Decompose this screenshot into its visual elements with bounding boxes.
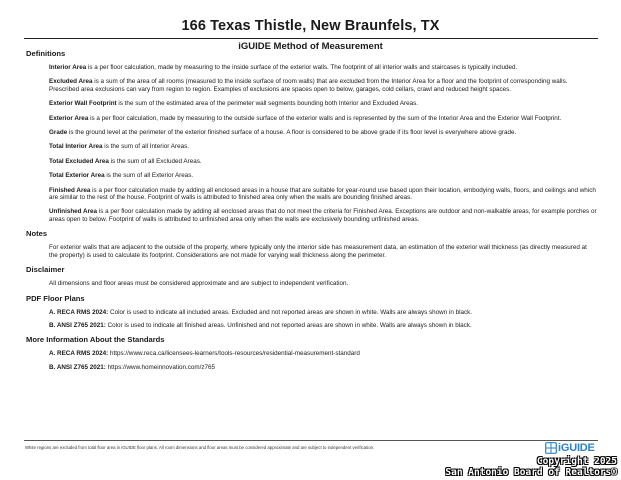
definition-exterior-area: Exterior Area is a per floor calculation, made by measuring to the outside surface of the exterior walls and is represented by the sum of the Interior Area and the Exterior Wall Footprint. [49, 114, 562, 122]
document-subtitle: iGUIDE Method of Measurement [238, 41, 383, 52]
footer-note: White regions are excluded from total floor area in iGUIDE floor plans. All room dimensions and floor areas must be considered approximate and are subject to independent verification. [25, 445, 375, 450]
document-body [26, 49, 596, 371]
definition-finished-area: Finished Area is a per floor calculation made by adding all enclosed areas in a house that are suitable for year-round use based upon their location, embodying walls, floors, and ceilings and which are similar to the rest of the house. Footprint of walls is attributed to finished area only when the walls are bounding finished areas. [49, 186, 596, 202]
copyright-watermark [445, 457, 617, 478]
definition-unfinished-area: Unfinished Area is a per floor calculation made by adding all enclosed areas that do not meet the criteria for Finished Area. Exceptions are outdoor and non-walkable areas, for example porches or areas open to below. Footprint of walls is attributed to unfinished area only when the walls are exclusively bounding unfinished areas. [49, 208, 597, 223]
iguide-logo [545, 441, 595, 455]
definition-total-interior-area: Total Interior Area is the sum of all Interior Areas. [49, 143, 189, 151]
page-title: 166 Texas Thistle, New Braunfels, TX [181, 18, 440, 34]
definitions-heading: Definitions [26, 49, 66, 58]
iguide-logo-text: iGUIDE [558, 442, 595, 454]
more-info-heading: More Information About the Standards [26, 335, 165, 345]
notes-text: For exterior walls that are adjacent to the outside of the property, where typically only the interior side has measurement data, an estimation of the exterior wall thickness (as directly measured at the property) is used to calculate its footprint. Considerations are not made for varying wall thickness along the perimeter. [49, 244, 587, 259]
iguide-logo-icon [545, 442, 557, 454]
definition-total-exterior-area: Total Exterior Area is the sum of all Exterior Areas. [49, 172, 194, 180]
disclaimer-text: All dimensions and floor areas must be considered approximate and are subject to independent verification. [49, 280, 349, 288]
definition-grade: Grade is the ground level at the perimeter of the exterior finished surface of a house. A floor is considered to be above grade if its floor level is everywhere above grade. [49, 129, 517, 137]
pdf-plan-reca: A. RECA RMS 2024: Color is used to indicate all included areas. Excluded and not reported areas are shown in white. Walls are always shown in black. [49, 308, 473, 316]
watermark-line-1: Copyright 2025 [536, 456, 617, 467]
disclaimer-heading: Disclaimer [26, 265, 65, 275]
more-info-ansi-link[interactable]: B. ANSI Z765 2021: https://www.homeinnovation.com/z765 [49, 363, 216, 371]
watermark-line-2: San Antonio Board of Realtors® [445, 466, 617, 478]
more-info-reca-link[interactable]: A. RECA RMS 2024: https://www.reca.ca/licensees-learners/tools-resources/residential-measurement-standard [49, 350, 360, 358]
header-rule [24, 38, 598, 39]
definition-interior-area: Interior Area is a per floor calculation, made by measuring to the inside surface of the exterior walls. The footprint of all interior walls and staircases is typically included. [49, 64, 518, 71]
definition-exterior-wall-footprint: Exterior Wall Footprint is the sum of the estimated area of the perimeter wall segments bounding both Interior and Excluded Areas. [49, 100, 419, 108]
footer-rule [24, 440, 598, 441]
definition-excluded-area: Excluded Area is a sum of the area of all rooms (measured to the inside surface of room walls) that are excluded from the Interior Area for a floor and the footprint of corresponding walls. Prescribed area exclusions can vary from region to region. Examples of exclusions are spaces open to below, garages, cold cellars, crawl and reduced height spaces. [49, 78, 568, 93]
definition-total-excluded-area: Total Excluded Area is the sum of all Excluded Areas. [49, 157, 202, 165]
notes-heading: Notes [26, 229, 48, 239]
pdf-plan-ansi: B. ANSI Z765 2021: Color is used to indicate all finished areas. Unfinished and not reported areas are shown in white. Walls are always shown in black. [49, 321, 472, 329]
definitions-section [26, 64, 596, 223]
pdf-floor-plans-heading: PDF Floor Plans [26, 293, 85, 303]
